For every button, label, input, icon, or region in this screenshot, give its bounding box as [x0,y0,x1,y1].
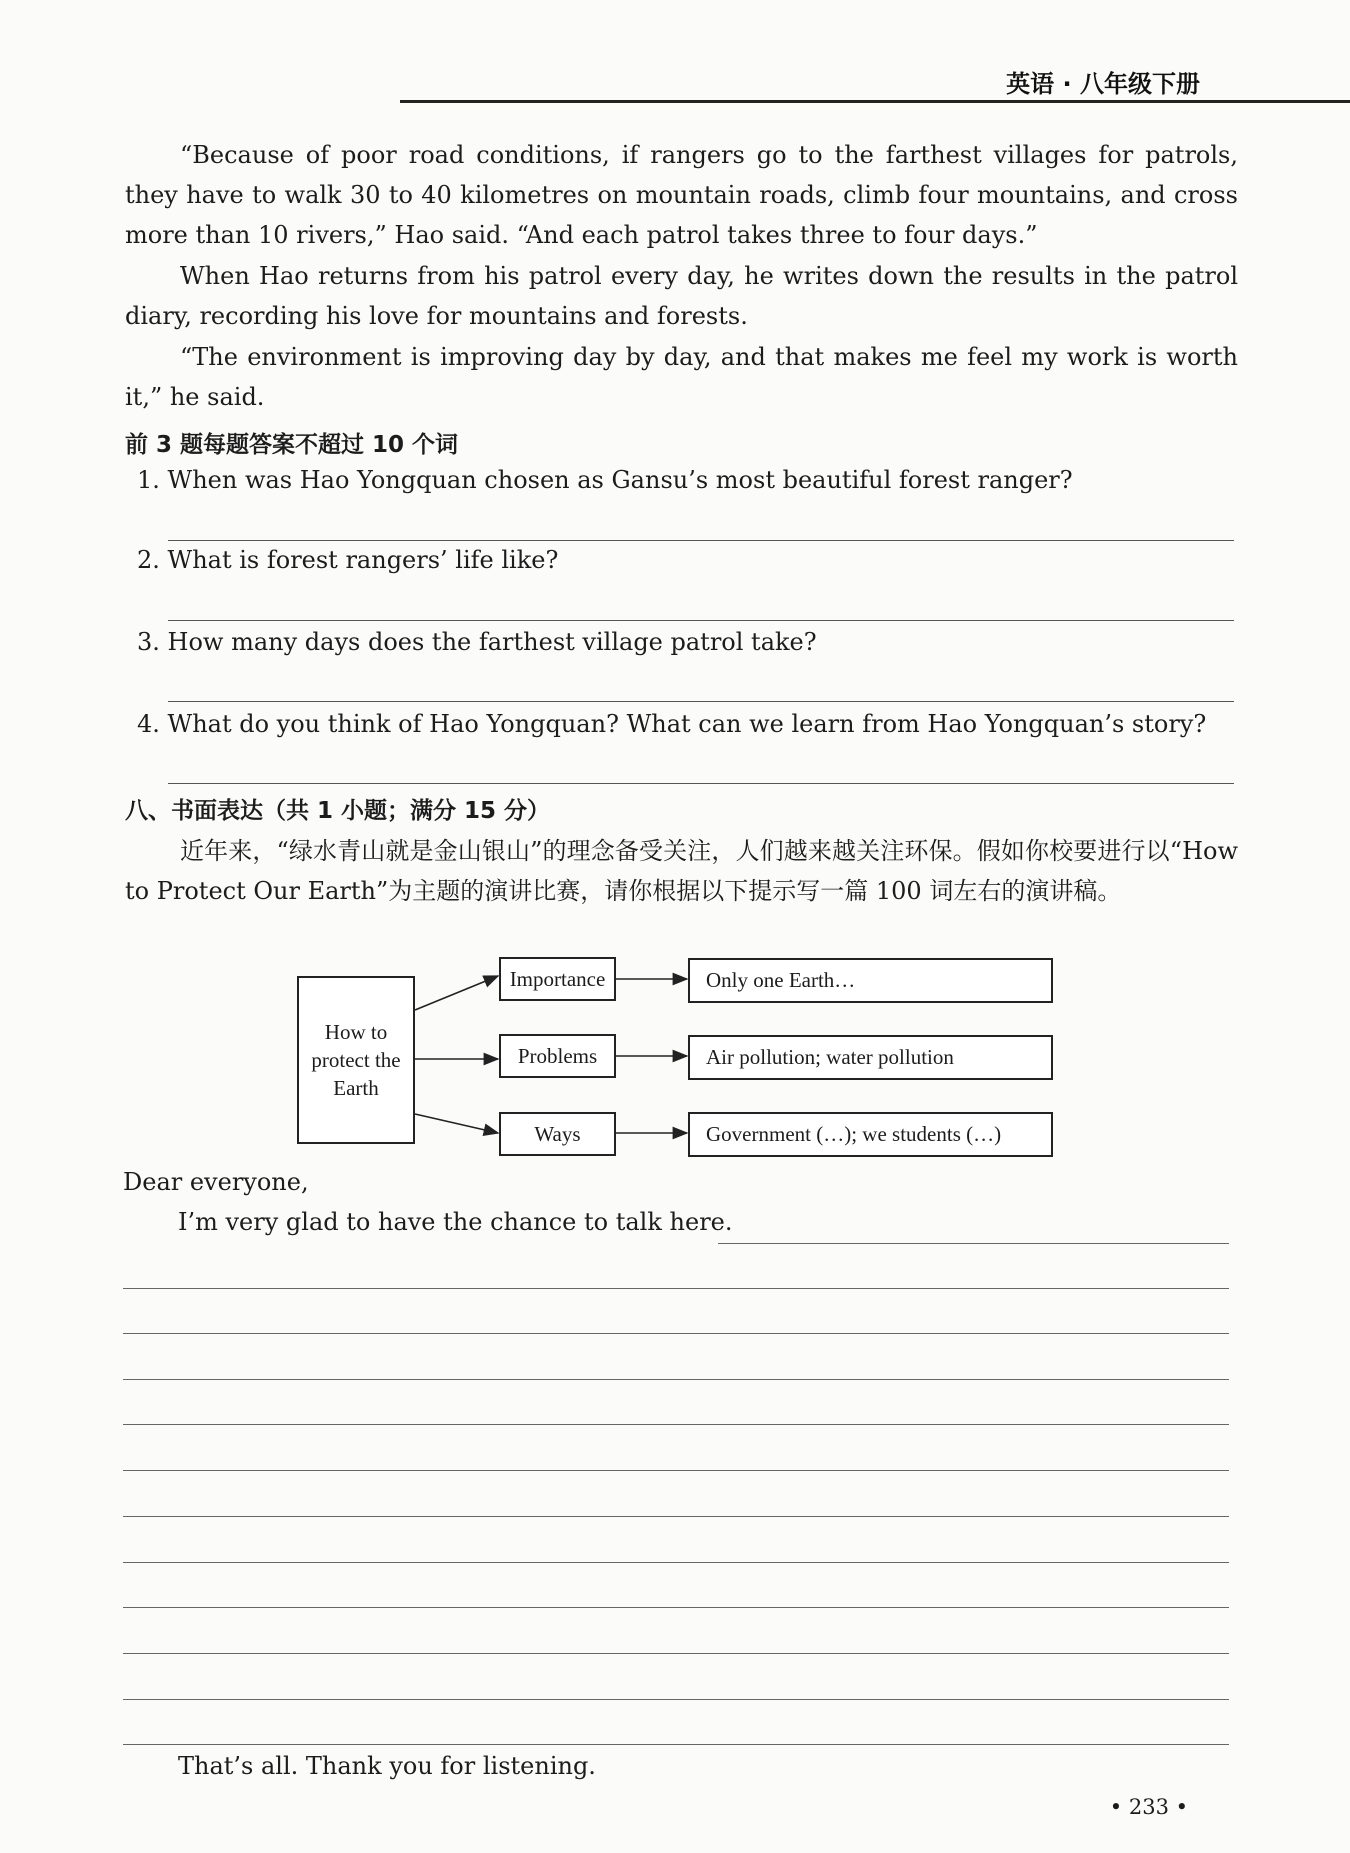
diagram-detail-problems: Air pollution; water pollution [688,1035,1053,1080]
letter-closing: That’s all. Thank you for listening. [178,1752,596,1780]
diagram-detail-importance: Only one Earth… [688,958,1053,1003]
writing-line-4[interactable] [123,1424,1229,1425]
question-2: 2. What is forest rangers’ life like? [137,546,559,574]
passage-paragraph-3: “The environment is improving day by day, and that makes me feel my work is worth it,” he said. [125,343,1238,411]
writing-heading: 八、书面表达（共 1 小题；满分 15 分） [125,798,551,824]
passage-paragraph-2: When Hao returns from his patrol every day, he writes down the results in the patrol diary, recording his love for mountains and forests. [125,262,1238,330]
diagram-detail-ways: Government (…); we students (…) [688,1112,1053,1157]
writing-prompt: 近年来，“绿水青山就是金山银山”的理念备受关注，人们越来越关注环保。假如你校要进行以“How to Protect Our Earth”为主题的演讲比赛，请你根据以下提示写一篇 100 词左右的演讲稿。 [125,837,1238,905]
diagram-node-importance: Importance [499,957,616,1001]
writing-line-11[interactable] [123,1744,1229,1745]
question-3: 3. How many days does the farthest village patrol take? [137,628,817,656]
page-number: • 233 • [1109,1795,1188,1819]
writing-line-8[interactable] [123,1607,1229,1608]
writing-line-9[interactable] [123,1653,1229,1654]
writing-line-1[interactable] [123,1288,1229,1289]
question-1: 1. When was Hao Yongquan chosen as Gansu’s most beautiful forest ranger? [137,466,1073,494]
questions-instruction: 前 3 题每题答案不超过 10 个词 [125,432,459,458]
diagram-center-box: How to protect the Earth [297,976,415,1144]
writing-line-10[interactable] [123,1699,1229,1700]
writing-line-2[interactable] [123,1333,1229,1334]
diagram-node-problems: Problems [499,1034,616,1078]
question-4: 4. What do you think of Hao Yongquan? What can we learn from Hao Yongquan’s story? [137,710,1207,738]
writing-line-7[interactable] [123,1562,1229,1563]
letter-opening: I’m very glad to have the chance to talk here. [178,1208,733,1236]
diagram-node-ways: Ways [499,1112,616,1156]
letter-greeting: Dear everyone, [123,1168,309,1196]
writing-line-0[interactable] [718,1243,1229,1244]
book-title: 英语 · 八年级下册 [1006,70,1200,98]
writing-line-6[interactable] [123,1516,1229,1517]
writing-line-3[interactable] [123,1379,1229,1380]
passage-paragraph-1: “Because of poor road conditions, if rangers go to the farthest villages for patrols, they have to walk 30 to 40 kilometres on mountain roads, climb four mountains, and cross more than 10 rivers,” Hao said. “And each patrol takes three to four days.” [125,141,1238,249]
writing-line-5[interactable] [123,1470,1229,1471]
